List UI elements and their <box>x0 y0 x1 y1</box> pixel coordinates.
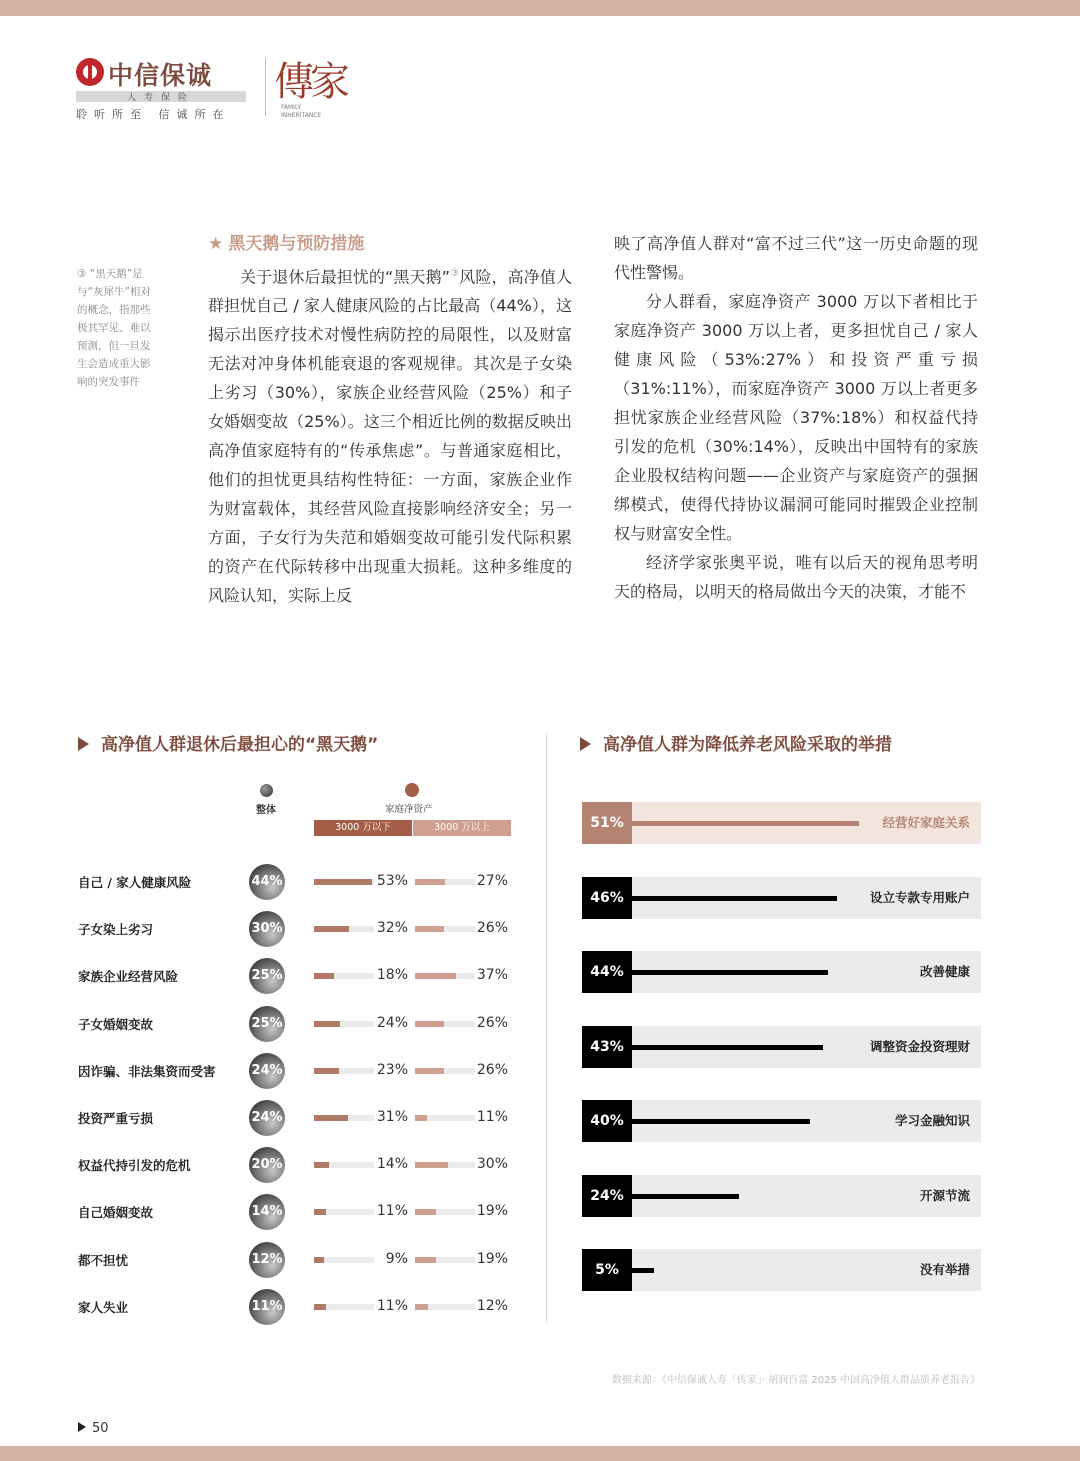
below-percent: 11% <box>376 1297 408 1314</box>
above-bar <box>415 926 444 932</box>
measure-bar <box>632 1268 654 1273</box>
paragraph-text: 关于退休后最担忧的“黑天鹅” <box>240 267 451 287</box>
below-bar <box>314 879 372 885</box>
row-label: 因诈骗、非法集资而受害 <box>78 1063 216 1079</box>
right-paragraph-2: 分人群看，家庭净资产 3000 万以下者相比于家庭净资产 3000 万以上者，更多担忧自己 / 家人健康风险（53%:27%）和投资严重亏损（31%:11%），而家庭净资产 3000 万以上者更多担忧家族企业经营风险（37%:18%）和权益代持引发的危机（30%:14%），反映出中国特有的家族企业股权结构问题——企业资产与家庭资产的强捆绑模式，使得代持协议漏洞可能同时摧毁企业控制权与财富安全性。 <box>614 292 978 543</box>
measure-row <box>582 1175 981 1217</box>
net-assets-legend-label: 家庭净资产 <box>385 804 433 815</box>
overall-percent-circle: 24% <box>249 1053 285 1089</box>
section-heading <box>208 229 572 259</box>
below-percent: 23% <box>376 1061 408 1078</box>
below-bar <box>314 926 349 932</box>
measure-row <box>582 802 981 844</box>
measure-percent-badge: 44% <box>582 951 632 993</box>
measure-label: 改善健康 <box>919 964 970 979</box>
measure-row <box>582 1100 981 1142</box>
measure-bar <box>632 896 837 901</box>
chart-divider <box>546 734 547 1322</box>
section-title: 黑天鹅与预防措施 <box>228 234 365 254</box>
article-left-column <box>208 229 572 610</box>
row-label: 自己婚姻变故 <box>78 1205 154 1221</box>
chuanjia-mark: 傳家 <box>274 59 346 105</box>
row-label: 家人失业 <box>78 1299 129 1315</box>
overall-percent-circle: 20% <box>249 1147 285 1183</box>
overall-percent-circle: 25% <box>249 1006 285 1042</box>
paragraph-text: 风险，高净值人群担忧自己 / 家人健康风险的占比最高（44%），这揭示出医疗技术对慢性病防控的局限性，以及财富无法对冲身体机能衰退的客观规律。其次是子女染上劣习（30%），家族企业经营风险（25%）和子女婚姻变故（25%）。这三个相近比例的数据反映出高净值家庭特有的“传承焦虑”。与普通家庭相比，他们的担忧更具结构性特征：一方面，家族企业作为财富载体，其经营风险直接影响经济安全；另一方面，子女行为失范和婚姻变故可能引发代际积累的资产在代际转移中出现重大损耗。这种多维度的风险认知，实际上反 <box>208 267 572 606</box>
above-bar <box>415 1068 444 1074</box>
above-percent: 11% <box>476 1109 508 1125</box>
triangle-icon <box>78 737 89 751</box>
row-label: 家族企业经营风险 <box>78 969 179 985</box>
above-bar <box>415 1209 436 1215</box>
measure-bar <box>632 1045 823 1050</box>
star-icon: ★ <box>208 234 224 254</box>
below-percent: 18% <box>376 967 408 984</box>
above-bar <box>415 1257 436 1263</box>
left-chart-title-text: 高净值人群退休后最担心的“黑天鹅” <box>101 735 379 755</box>
measure-label: 开源节流 <box>919 1187 970 1203</box>
above-percent: 30% <box>476 1156 508 1173</box>
below-percent: 32% <box>376 920 408 937</box>
above-bar <box>415 879 445 885</box>
measure-row <box>582 1249 981 1291</box>
top-band <box>0 0 1080 16</box>
below-percent: 11% <box>376 1203 408 1220</box>
above-percent: 27% <box>476 873 508 889</box>
footnote-sidenote: ③ “黑天鹅”是与“灰犀牛”相对的概念，指那些极其罕见、难以预测，但一旦发生会造成重大影响的突发事件 <box>77 268 151 388</box>
brand-logo <box>76 56 346 126</box>
logo-divider <box>265 58 266 116</box>
overall-percent-circle: 12% <box>249 1242 285 1278</box>
above-percent: 12% <box>476 1297 508 1314</box>
below-bar <box>314 1068 339 1074</box>
triangle-icon <box>580 737 591 751</box>
row-label: 子女婚姻变故 <box>78 1016 154 1032</box>
measure-row <box>582 877 981 919</box>
below-percent: 53% <box>376 873 408 889</box>
above-percent: 26% <box>476 1061 508 1078</box>
legend-above-3000w: 3000 万以上 <box>413 820 511 836</box>
measure-label: 学习金融知识 <box>894 1113 970 1128</box>
above-bar <box>415 1115 427 1121</box>
measure-label: 没有举措 <box>919 1262 970 1277</box>
triangle-icon <box>78 1422 86 1432</box>
overall-legend-label: 整体 <box>256 805 276 816</box>
row-label: 都不担忧 <box>78 1252 129 1268</box>
row-label: 子女染上劣习 <box>78 922 154 938</box>
below-percent: 9% <box>385 1250 408 1267</box>
above-bar <box>415 1304 428 1310</box>
right-paragraph-1: 映了高净值人群对“富不过三代”这一历史命题的现代性警惕。 <box>614 234 978 282</box>
measure-bar <box>632 821 859 826</box>
right-chart-title-text: 高净值人群为降低养老风险采取的举措 <box>603 735 892 755</box>
below-bar <box>314 1021 340 1027</box>
below-bar <box>314 1162 329 1168</box>
below-bar <box>314 973 334 979</box>
below-bar <box>314 1209 326 1215</box>
article-right-column <box>614 229 978 606</box>
measure-bar <box>632 1194 739 1199</box>
measure-label: 设立专款专用账户 <box>869 889 970 905</box>
brand-name: 中信保诚 <box>108 61 213 90</box>
measure-percent-badge: 51% <box>582 802 632 844</box>
above-percent: 26% <box>476 1014 508 1031</box>
left-paragraph <box>208 259 572 610</box>
footnote-ref: ③ <box>450 268 460 279</box>
measure-percent-badge: 40% <box>582 1100 632 1142</box>
below-percent: 14% <box>376 1156 408 1173</box>
bottom-band <box>0 1446 1080 1461</box>
below-bar <box>314 1304 326 1310</box>
measure-bar <box>632 1119 810 1124</box>
overall-percent-circle: 11% <box>249 1289 285 1325</box>
overall-percent-circle: 44% <box>249 864 285 900</box>
above-percent: 19% <box>476 1250 508 1267</box>
page-number <box>78 1421 109 1436</box>
measure-percent-badge: 43% <box>582 1026 632 1068</box>
brand-subtitle: 人寿保险 <box>126 93 195 103</box>
above-percent: 37% <box>476 967 508 984</box>
overall-percent-circle: 25% <box>249 958 285 994</box>
above-bar <box>415 973 456 979</box>
above-percent: 19% <box>476 1203 508 1220</box>
measure-percent-badge: 5% <box>582 1249 632 1291</box>
row-label: 自己 / 家人健康风险 <box>78 875 192 890</box>
above-percent: 26% <box>476 920 508 937</box>
measure-row <box>582 951 981 993</box>
legend-below-3000w: 3000 万以下 <box>314 820 412 836</box>
below-percent: 31% <box>376 1109 408 1125</box>
row-label: 投资严重亏损 <box>78 1111 154 1126</box>
net-assets-legend-dot <box>405 783 419 797</box>
data-source: 数据来源：《中信保诚人寿「传家」· 胡润百富 2025 中国高净值人群品质养老报告》 <box>611 1375 980 1386</box>
citic-logo-icon <box>76 58 104 86</box>
right-chart-title <box>580 730 892 755</box>
below-percent: 24% <box>376 1014 408 1031</box>
overall-percent-circle: 24% <box>249 1100 285 1136</box>
row-label: 权益代持引发的危机 <box>78 1158 191 1174</box>
measure-row <box>582 1026 981 1068</box>
below-bar <box>314 1115 348 1121</box>
chuanjia-english: FAMILY INHERITANCE <box>281 104 322 119</box>
right-paragraph-3: 经济学家张奥平说，唯有以后天的视角思考明天的格局，以明天的格局做出今天的决策，才能不 <box>614 553 978 601</box>
brand-slogan: 聆听所至 信诚所在 <box>76 108 231 121</box>
below-bar <box>314 1257 324 1263</box>
measure-percent-badge: 24% <box>582 1175 632 1217</box>
overall-percent-circle: 14% <box>249 1194 285 1230</box>
above-bar <box>415 1162 448 1168</box>
page-number-text: 50 <box>92 1421 109 1436</box>
overall-percent-circle: 30% <box>249 911 285 947</box>
above-bar <box>415 1021 444 1027</box>
left-chart-title <box>78 730 378 755</box>
measure-percent-badge: 46% <box>582 877 632 919</box>
measure-label: 经营好家庭关系 <box>882 815 970 830</box>
measure-bar <box>632 970 828 975</box>
overall-legend-dot <box>260 784 273 797</box>
measure-label: 调整资金投资理财 <box>869 1038 970 1054</box>
